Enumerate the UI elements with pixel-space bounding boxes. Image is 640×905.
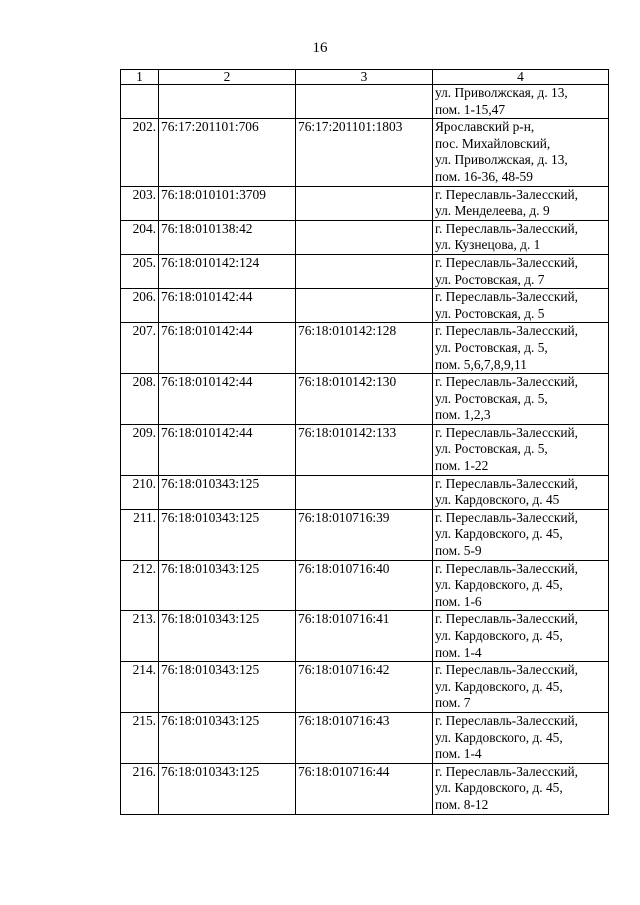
address-line: пос. Михайловский, bbox=[435, 135, 551, 151]
address-line: г. Переславль-Залесский, bbox=[435, 220, 579, 236]
address-line: г. Переславль-Залесский, bbox=[435, 611, 579, 627]
table-row bbox=[121, 220, 609, 254]
property-table bbox=[120, 69, 609, 815]
cadastral-number-premises bbox=[296, 85, 433, 119]
address-line: г. Переславль-Залесский, bbox=[435, 186, 579, 202]
address-line: Ярославский р-н, bbox=[435, 119, 535, 135]
cadastral-number-premises bbox=[296, 254, 433, 288]
cadastral-number-premises bbox=[296, 186, 433, 220]
cadastral-number-premises: 76:18:010142:133 bbox=[296, 424, 433, 475]
row-number: 214. bbox=[121, 662, 159, 713]
address-line: пом. 1-15,47 bbox=[435, 101, 506, 117]
address-line: г. Переславль-Залесский, bbox=[435, 374, 579, 390]
table-row bbox=[121, 662, 609, 713]
cadastral-number-land: 76:18:010343:125 bbox=[159, 509, 296, 560]
address-line: пом. 1-4 bbox=[435, 746, 482, 762]
table-row bbox=[121, 254, 609, 288]
table-row bbox=[121, 186, 609, 220]
address-line: пом. 8-12 bbox=[435, 796, 489, 812]
row-number: 213. bbox=[121, 611, 159, 662]
cadastral-number-land: 76:18:010343:125 bbox=[159, 611, 296, 662]
address-cell bbox=[433, 763, 609, 814]
column-header: 3 bbox=[296, 70, 433, 85]
row-number bbox=[121, 85, 159, 119]
table-row bbox=[121, 475, 609, 509]
table-row bbox=[121, 85, 609, 119]
column-header: 2 bbox=[159, 70, 296, 85]
address-line: ул. Приволжская, д. 13, bbox=[435, 85, 568, 100]
row-number: 209. bbox=[121, 424, 159, 475]
address-line: пом. 1-6 bbox=[435, 593, 482, 609]
table-row bbox=[121, 611, 609, 662]
cadastral-number-premises: 76:18:010142:130 bbox=[296, 374, 433, 425]
cadastral-number-premises: 76:18:010716:43 bbox=[296, 712, 433, 763]
address-cell bbox=[433, 374, 609, 425]
address-line: пом. 1-22 bbox=[435, 458, 489, 474]
table-row bbox=[121, 560, 609, 611]
address-line: ул. Кардовского, д. 45, bbox=[435, 526, 563, 542]
table-row bbox=[121, 323, 609, 374]
address-cell bbox=[433, 509, 609, 560]
address-line: г. Переславль-Залесский, bbox=[435, 712, 579, 728]
address-line: ул. Приволжская, д. 13, bbox=[435, 152, 568, 168]
cadastral-number-premises: 76:18:010716:39 bbox=[296, 509, 433, 560]
address-cell bbox=[433, 475, 609, 509]
cadastral-number-land: 76:18:010138:42 bbox=[159, 220, 296, 254]
row-number: 202. bbox=[121, 119, 159, 186]
address-line: пом. 1,2,3 bbox=[435, 407, 491, 423]
table-row bbox=[121, 763, 609, 814]
row-number: 205. bbox=[121, 254, 159, 288]
row-number: 208. bbox=[121, 374, 159, 425]
address-line: ул. Кардовского, д. 45 bbox=[435, 492, 560, 508]
address-line: г. Переславль-Залесский, bbox=[435, 289, 579, 305]
address-cell bbox=[433, 85, 609, 119]
address-line: ул. Ростовская, д. 5, bbox=[435, 441, 548, 457]
row-number: 212. bbox=[121, 560, 159, 611]
address-cell bbox=[433, 289, 609, 323]
row-number: 207. bbox=[121, 323, 159, 374]
cadastral-number-land bbox=[159, 85, 296, 119]
address-line: г. Переславль-Залесский, bbox=[435, 424, 579, 440]
address-line: ул. Кардовского, д. 45, bbox=[435, 678, 563, 694]
cadastral-number-premises: 76:18:010142:128 bbox=[296, 323, 433, 374]
table-row bbox=[121, 424, 609, 475]
address-cell bbox=[433, 611, 609, 662]
cadastral-number-premises: 76:18:010716:41 bbox=[296, 611, 433, 662]
table-body bbox=[121, 70, 609, 815]
address-line: г. Переславль-Залесский, bbox=[435, 509, 579, 525]
row-number: 211. bbox=[121, 509, 159, 560]
cadastral-number-premises bbox=[296, 220, 433, 254]
table-row bbox=[121, 289, 609, 323]
address-line: ул. Ростовская, д. 5, bbox=[435, 339, 548, 355]
table-row bbox=[121, 374, 609, 425]
page-number: 16 bbox=[312, 40, 328, 56]
row-number: 216. bbox=[121, 763, 159, 814]
row-number: 206. bbox=[121, 289, 159, 323]
column-header: 4 bbox=[433, 70, 609, 85]
address-cell bbox=[433, 254, 609, 288]
table-row bbox=[121, 712, 609, 763]
table-row bbox=[121, 119, 609, 186]
cadastral-number-premises: 76:18:010716:40 bbox=[296, 560, 433, 611]
table-row bbox=[121, 509, 609, 560]
row-number: 215. bbox=[121, 712, 159, 763]
cadastral-number-land: 76:18:010142:44 bbox=[159, 323, 296, 374]
address-cell bbox=[433, 220, 609, 254]
cadastral-number-land: 76:18:010142:44 bbox=[159, 289, 296, 323]
cadastral-number-land: 76:18:010343:125 bbox=[159, 712, 296, 763]
address-cell bbox=[433, 186, 609, 220]
address-line: пом. 16-36, 48-59 bbox=[435, 168, 533, 184]
cadastral-number-premises: 76:18:010716:42 bbox=[296, 662, 433, 713]
address-line: г. Переславль-Залесский, bbox=[435, 475, 579, 491]
cadastral-number-land: 76:18:010343:125 bbox=[159, 475, 296, 509]
cadastral-number-land: 76:18:010343:125 bbox=[159, 662, 296, 713]
row-number: 210. bbox=[121, 475, 159, 509]
address-line: ул. Кардовского, д. 45, bbox=[435, 780, 563, 796]
address-cell bbox=[433, 424, 609, 475]
cadastral-number-land: 76:18:010142:44 bbox=[159, 424, 296, 475]
cadastral-number-land: 76:18:010343:125 bbox=[159, 560, 296, 611]
cadastral-number-land: 76:17:201101:706 bbox=[159, 119, 296, 186]
address-line: г. Переславль-Залесский, bbox=[435, 323, 579, 339]
address-line: ул. Кардовского, д. 45, bbox=[435, 577, 563, 593]
address-line: ул. Ростовская, д. 5 bbox=[435, 305, 545, 321]
address-line: пом. 5,6,7,8,9,11 bbox=[435, 356, 527, 372]
cadastral-number-premises: 76:18:010716:44 bbox=[296, 763, 433, 814]
cadastral-number-premises bbox=[296, 475, 433, 509]
address-line: ул. Менделеева, д. 9 bbox=[435, 203, 550, 219]
address-line: г. Переславль-Залесский, bbox=[435, 254, 579, 270]
row-number: 204. bbox=[121, 220, 159, 254]
address-line: пом. 5-9 bbox=[435, 543, 482, 559]
address-cell bbox=[433, 323, 609, 374]
address-line: ул. Кардовского, д. 45, bbox=[435, 628, 563, 643]
address-cell bbox=[433, 712, 609, 763]
address-line: г. Переславль-Залесский, bbox=[435, 662, 579, 678]
address-cell bbox=[433, 560, 609, 611]
column-header: 1 bbox=[121, 70, 159, 85]
cadastral-number-premises bbox=[296, 289, 433, 323]
cadastral-number-land: 76:18:010142:124 bbox=[159, 254, 296, 288]
address-line: пом. 7 bbox=[435, 695, 471, 711]
address-line: ул. Ростовская, д. 5, bbox=[435, 390, 548, 406]
address-line: г. Переславль-Залесский, bbox=[435, 560, 579, 576]
cadastral-number-land: 76:18:010142:44 bbox=[159, 374, 296, 425]
address-line: ул. Кузнецова, д. 1 bbox=[435, 237, 541, 253]
cadastral-number-land: 76:18:010101:3709 bbox=[159, 186, 296, 220]
address-cell bbox=[433, 662, 609, 713]
address-line: пом. 1-4 bbox=[435, 644, 482, 660]
row-number: 203. bbox=[121, 186, 159, 220]
address-line: г. Переславль-Залесский, bbox=[435, 763, 579, 779]
address-line: ул. Ростовская, д. 7 bbox=[435, 271, 545, 287]
cadastral-number-land: 76:18:010343:125 bbox=[159, 763, 296, 814]
table-header-row bbox=[121, 70, 609, 85]
address-line: ул. Кардовского, д. 45, bbox=[435, 729, 563, 745]
cadastral-number-premises: 76:17:201101:1803 bbox=[296, 119, 433, 186]
address-cell bbox=[433, 119, 609, 186]
